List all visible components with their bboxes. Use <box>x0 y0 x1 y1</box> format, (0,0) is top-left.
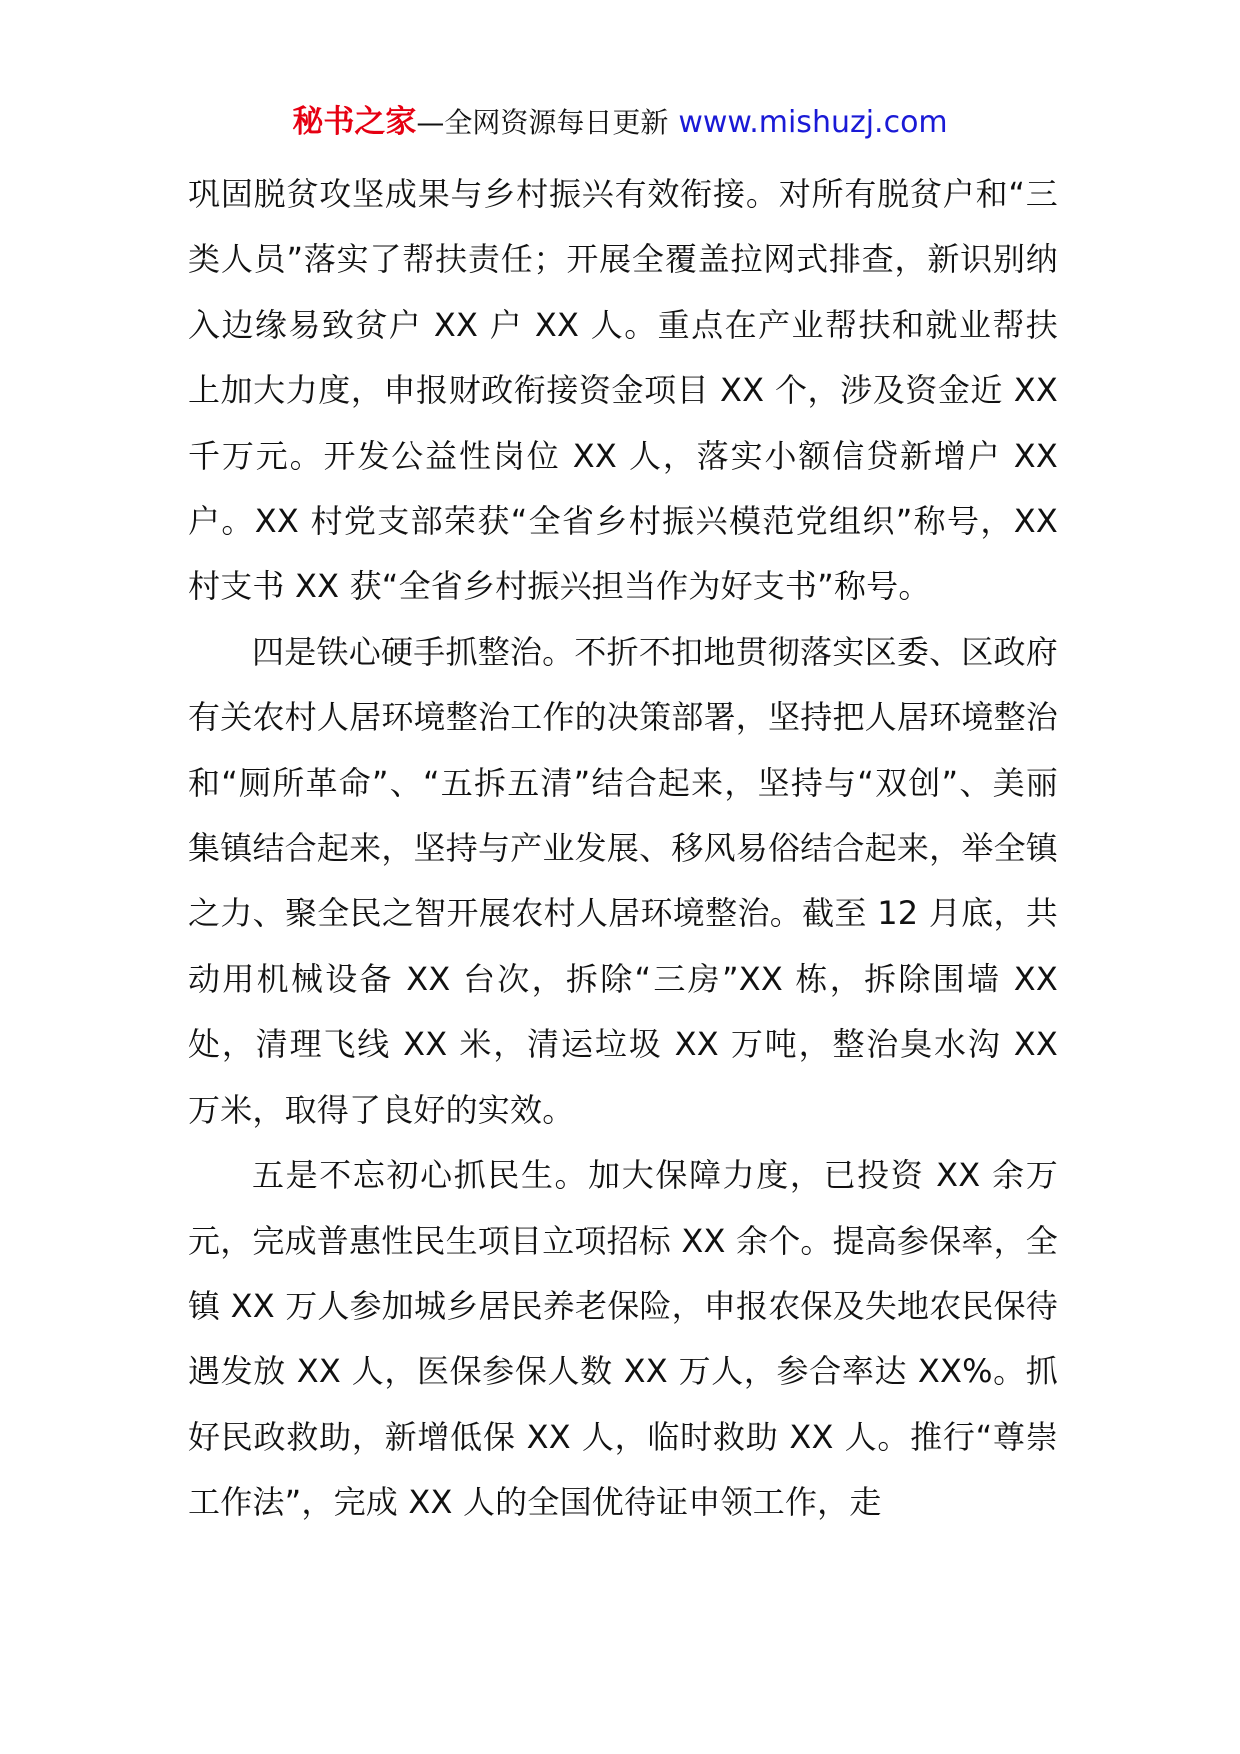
paragraph-environment-rectification: 四是铁心硬手抓整治。不折不扣地贯彻落实区委、区政府有关农村人居环境整治工作的决策部署，坚持把人居环境整治和“厕所革命”、“五拆五清”结合起来，坚持与“双创”、美丽集镇结合起来，坚持与产业发展、移风易俗结合起来，举全镇之力、聚全民之智开展农村人居环境整治。截至 12 月底，共动用机械设备 XX 台次，拆除“三房”XX 栋，拆除围墙 XX 处，清理飞线 XX 米，清运垃圾 XX 万吨，整治臭水沟 XX 万米，取得了良好的实效。 <box>188 632 1058 1129</box>
header-slogan: —全网资源每日更新 <box>416 106 669 139</box>
page-header <box>0 100 1240 145</box>
brand-name: 秘书之家 <box>292 104 417 140</box>
paragraph-poverty-alleviation: 巩固脱贫攻坚成果与乡村振兴有效衔接。对所有脱贫户和“三类人员”落实了帮扶责任；开展全覆盖拉网式排查，新识别纳入边缘易致贫户 XX 户 XX 人。重点在产业帮扶和就业帮扶上加大力度，申报财政衔接资金项目 XX 个，涉及资金近 XX 千万元。开发公益性岗位 XX 人，落实小额信贷新增户 XX 户。XX 村党支部荣获“全省乡村振兴模范党组织”称号，XX 村支书 XX 获“全省乡村振兴担当作为好支书”称号。 <box>188 175 1058 606</box>
document-body <box>188 162 1058 1536</box>
paragraph-livelihood: 五是不忘初心抓民生。加大保障力度，已投资 XX 余万元，完成普惠性民生项目立项招标 XX 余个。提高参保率，全镇 XX 万人参加城乡居民养老保险，申报农保及失地农民保待遇发放 XX 人，医保参保人数 XX 万人，参合率达 XX%。抓好民政救助，新增低保 XX 人，临时救助 XX 人。推行“尊崇工作法”，完成 XX 人的全国优待证申领工作，走 <box>188 1156 1058 1522</box>
website-link[interactable]: www.mishuzj.com <box>678 105 948 140</box>
